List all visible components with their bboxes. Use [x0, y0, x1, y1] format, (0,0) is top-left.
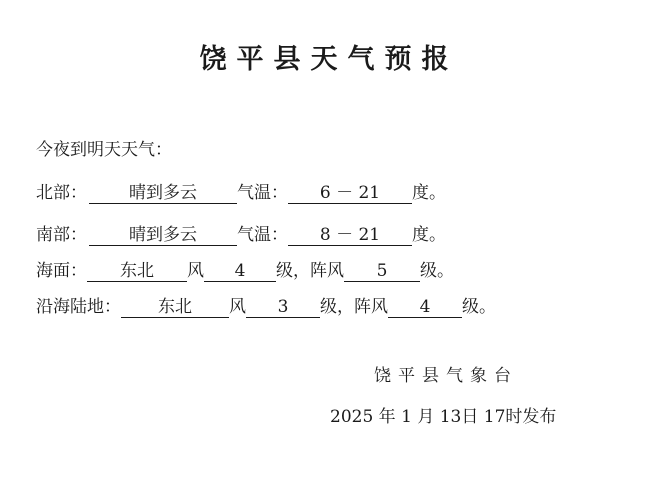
north-weather-field: 晴到多云 — [89, 183, 237, 204]
issue-year: 2025 — [330, 407, 374, 427]
coast-gust-word: 级。 — [462, 297, 496, 317]
coast-wind-word: 风 — [229, 297, 246, 317]
sea-forecast-line — [36, 259, 454, 283]
intro-line: 今夜到明天天气： — [36, 140, 172, 160]
sea-level-word: 级，阵风 — [276, 261, 344, 281]
sea-wind-word: 风 — [187, 261, 204, 281]
agency-name: 饶平县气象台 — [374, 366, 518, 386]
south-weather-field: 晴到多云 — [89, 225, 237, 246]
north-label: 北部： — [36, 183, 87, 203]
north-temp-label: 气温： — [237, 183, 288, 203]
north-temp-unit: 度。 — [412, 183, 446, 203]
north-forecast-line — [36, 181, 446, 205]
page-title: 饶平县天气预报 — [199, 44, 459, 75]
coast-wind-level-field: 3 — [246, 297, 320, 318]
issue-year-word: 年 — [378, 407, 396, 427]
south-temp-label: 气温： — [237, 225, 288, 245]
sea-label: 海面： — [36, 261, 87, 281]
sea-wind-direction-field: 东北 — [87, 261, 187, 282]
north-temp-field: 6 － 21 — [288, 183, 412, 204]
coast-forecast-line — [36, 295, 496, 319]
issue-hour: 17 — [483, 407, 506, 427]
south-temp-field: 8 － 21 — [288, 225, 412, 246]
sea-gust-word: 级。 — [420, 261, 454, 281]
issue-month-word: 月 — [417, 407, 435, 427]
sea-wind-level-field: 4 — [204, 261, 276, 282]
issue-time — [330, 405, 556, 429]
south-label: 南部： — [36, 225, 87, 245]
issue-day-word: 日 — [461, 407, 479, 427]
coast-label: 沿海陆地： — [36, 297, 121, 317]
issue-month: 1 — [401, 407, 412, 427]
coast-level-word: 级，阵风 — [320, 297, 388, 317]
coast-gust-level-field: 4 — [388, 297, 462, 318]
south-forecast-line — [36, 223, 446, 247]
issue-hour-word: 时发布 — [505, 407, 557, 427]
sea-gust-level-field: 5 — [344, 261, 420, 282]
coast-wind-direction-field: 东北 — [121, 297, 229, 318]
south-temp-unit: 度。 — [412, 225, 446, 245]
issue-day: 13 — [439, 407, 462, 427]
